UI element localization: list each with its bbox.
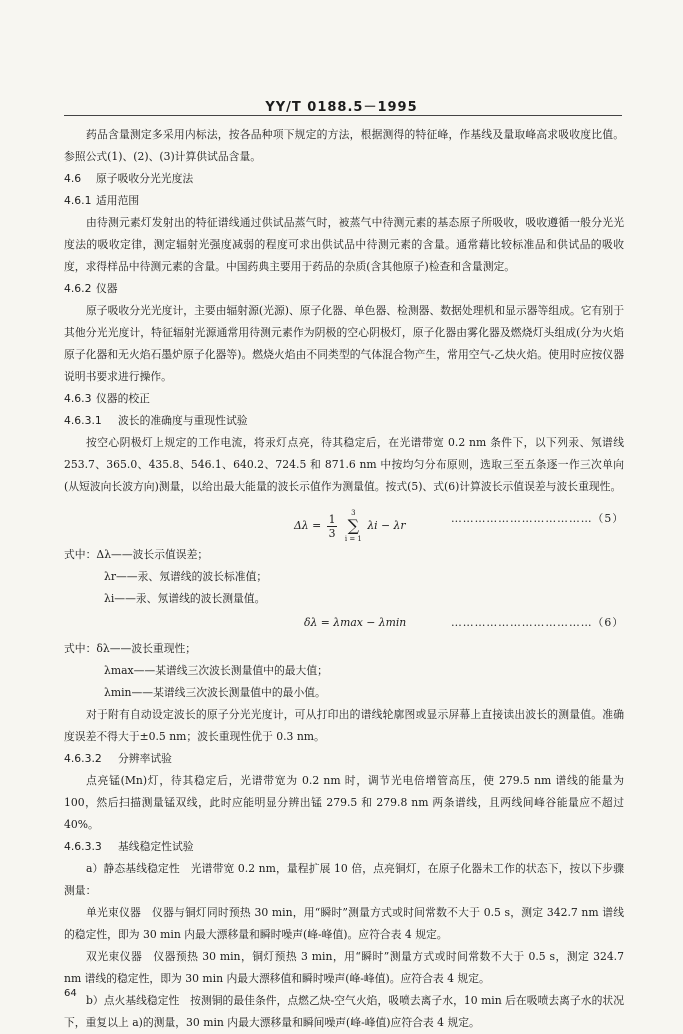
section-number: 4.6.3.3: [64, 840, 102, 853]
where-clause-2: 式中：δλ——波长重现性；: [64, 642, 197, 655]
scope-paragraph: 由待测元素灯发射出的特征谱线通过供试品蒸气时，被蒸气中待测元素的基态原子所吸收，吸收遵循一般分光光度法的吸收定律，测定辐射光强度减弱的程度可求出供试品中待测元素的含量。通常藉比较标准品和供试品的吸收度，求得样品中待测元素的含量。中国药典主要用于药品的杂质(含其他原子)检查和含量测定。: [64, 216, 624, 273]
auto-wavelength-paragraph: 对于附有自动设定波长的原子分光光度计，可从打印出的谱线轮廓图或显示屏幕上直接读出波长的测量值。准确度误差不得大于±0.5 nm；波长重现性优于 0.3 nm。: [64, 708, 624, 743]
fraction-numerator: 1: [328, 512, 336, 526]
section-title: 仪器的校正: [96, 392, 150, 405]
definition-lambda-r: λr——汞、氖谱线的波长标准值；: [104, 570, 268, 583]
static-baseline-paragraph: a）静态基线稳定性 光谱带宽 0.2 nm，量程扩展 10 倍，点亮铜灯，在原子化器未工作的状态下，按以下步骤测量：: [64, 862, 624, 897]
instrument-paragraph: 原子吸收分光光度计，主要由辐射源(光源)、原子化器、单色器、检测器、数据处理机和显示器等组成。它有别于其他分光光度计，特征辐射光源通常用待测元素作为阴极的空心阴极灯，原子化器由雾化器及燃烧灯头组成(分为火焰原子化器和无火焰石墨炉原子化器等)。燃烧火焰由不同类型的气体混合物产生，常用空气-乙炔火焰。使用时应按仪器说明书要求进行操作。: [64, 304, 624, 383]
where-clause-1: 式中：Δλ——波长示值误差；: [64, 548, 209, 561]
page-body: [64, 124, 624, 1034]
section-title: 仪器: [96, 282, 118, 295]
formula-fraction: [327, 513, 338, 540]
summation-sign: 3 ∑ i = 1: [344, 509, 362, 543]
page-number: 64: [64, 988, 77, 999]
formula-6-number: ………………………………（6）: [450, 616, 624, 629]
sum-lower-limit: i = 1: [344, 535, 362, 543]
formula-lhs: Δλ =: [294, 519, 322, 532]
section-title: 基线稳定性试验: [118, 840, 194, 853]
section-title: 原子吸收分光光度法: [96, 172, 194, 185]
definition-lambda-max: λmax——某谱线三次波长测量值中的最大值；: [104, 664, 328, 677]
section-title: 分辨率试验: [118, 752, 172, 765]
section-title: 波长的准确度与重现性试验: [118, 414, 248, 427]
section-number: 4.6.3.1: [64, 414, 102, 427]
formula-5: [64, 500, 624, 544]
sum-upper-limit: 3: [351, 509, 356, 517]
formula-rhs: λi − λr: [367, 519, 406, 532]
section-4-6-3-heading: [64, 388, 624, 410]
section-number: 4.6.1: [64, 194, 92, 207]
section-title: 适用范围: [96, 194, 140, 207]
formula-6-expression: δλ = λmax − λmin: [304, 616, 407, 629]
fraction-denominator: 3: [328, 526, 336, 540]
section-number: 4.6.3: [64, 392, 92, 405]
section-number: 4.6: [64, 172, 82, 185]
section-number: 4.6.3.2: [64, 752, 102, 765]
section-4-6-1-heading: [64, 190, 624, 212]
section-4-6-heading: [64, 168, 624, 190]
wavelength-paragraph: 按空心阴极灯上规定的工作电流，将汞灯点亮，待其稳定后，在光谱带宽 0.2 nm 条件下，以下列汞、氖谱线 253.7、365.0、435.8、546.1、640.2、724.5 和 871.6 nm 中按均匀分布原则，选取三至五条逐一作三次单向(从短波向长波方向)测量，以给出最大能量的波长示值作为测量值。按式(5)、式(6)计算波长示值误差与波长重现性。: [64, 436, 624, 493]
section-4-6-3-1-heading: [64, 410, 624, 432]
formula-6: [64, 612, 624, 638]
section-number: 4.6.2: [64, 282, 92, 295]
flame-baseline-paragraph: b）点火基线稳定性 按测铜的最佳条件，点燃乙炔-空气火焰，吸喷去离子水，10 min 后在吸喷去离子水的状况下，重复以上 a)的测量，30 min 内最大漂移量和瞬间噪声(峰-峰值)应符合表 4 规定。: [64, 994, 624, 1029]
single-beam-paragraph: 单光束仪器 仪器与铜灯同时预热 30 min，用“瞬时”测量方式或时间常数不大于 0.5 s，测定 342.7 nm 谱线的稳定性，即为 30 min 内最大漂移量和瞬时噪声(峰-峰值)。应符合表 4 规定。: [64, 906, 624, 941]
intro-paragraph: 药品含量测定多采用内标法，按各品种项下规定的方法，根据测得的特征峰，作基线及量取峰高求吸收度比值。参照公式(1)、(2)、(3)计算供试品含量。: [64, 128, 624, 163]
section-4-6-2-heading: [64, 278, 624, 300]
header-rule: [64, 115, 622, 116]
page-header: YY/T 0188.5－1995: [265, 100, 418, 115]
section-4-6-3-2-heading: [64, 748, 624, 770]
double-beam-paragraph: 双光束仪器 仪器预热 30 min，铜灯预热 3 min，用“瞬时”测量方式或时间常数不大于 0.5 s，测定 324.7 nm 谱线的稳定性，即为 30 min 内最大漂移值和瞬时噪声(峰-峰值)。应符合表 4 规定。: [64, 950, 624, 985]
formula-5-expression: [294, 508, 406, 544]
section-4-6-3-3-heading: [64, 836, 624, 858]
resolution-paragraph: 点亮锰(Mn)灯，待其稳定后，光谱带宽为 0.2 nm 时，调节光电倍增管高压，使 279.5 nm 谱线的能量为 100，然后扫描测量锰双线，此时应能明显分辨出锰 279.5 和 279.8 nm 两条谱线，且两线间峰谷能量应不超过 40%。: [64, 774, 624, 831]
definition-lambda-i: λi——汞、氖谱线的波长测量值。: [104, 592, 266, 605]
formula-5-number: ………………………………（5）: [450, 512, 624, 525]
definition-lambda-min: λmin——某谱线三次波长测量值中的最小值。: [104, 686, 326, 699]
